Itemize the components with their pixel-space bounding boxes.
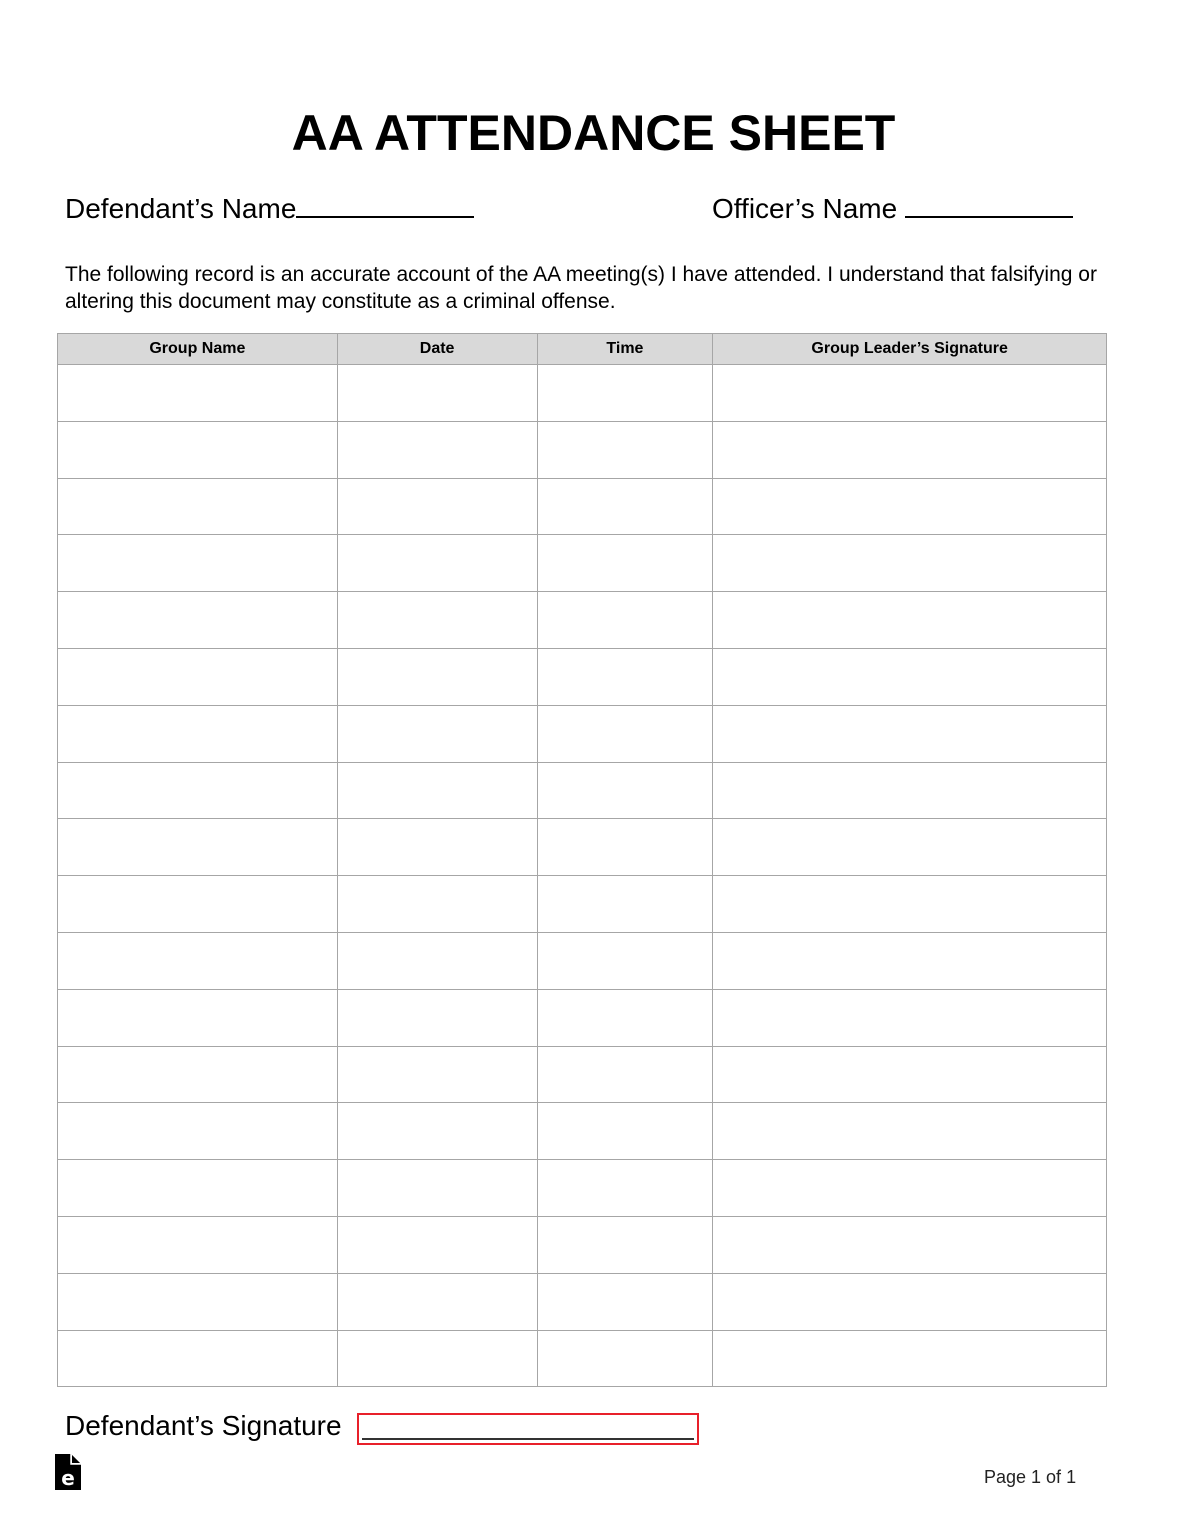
table-row — [58, 932, 1107, 989]
group-name-cell[interactable] — [58, 365, 338, 422]
date-cell[interactable] — [337, 1216, 537, 1273]
date-cell[interactable] — [337, 421, 537, 478]
table-header-row — [58, 334, 1107, 365]
date-cell[interactable] — [337, 1103, 537, 1160]
leader-signature-cell[interactable] — [713, 535, 1107, 592]
date-cell[interactable] — [337, 478, 537, 535]
group-name-cell[interactable] — [58, 648, 338, 705]
signature-line — [362, 1438, 694, 1440]
date-cell[interactable] — [337, 1160, 537, 1217]
time-cell[interactable] — [537, 705, 713, 762]
table-row — [58, 1330, 1107, 1387]
table-row — [58, 819, 1107, 876]
group-name-cell[interactable] — [58, 1273, 338, 1330]
date-cell[interactable] — [337, 1273, 537, 1330]
leader-signature-cell[interactable] — [713, 365, 1107, 422]
svg-text:e: e — [61, 1466, 75, 1490]
time-cell[interactable] — [537, 535, 713, 592]
group-name-cell[interactable] — [58, 705, 338, 762]
table-row — [58, 478, 1107, 535]
leader-signature-cell[interactable] — [713, 819, 1107, 876]
time-cell[interactable] — [537, 876, 713, 933]
time-cell[interactable] — [537, 421, 713, 478]
time-cell[interactable] — [537, 648, 713, 705]
date-cell[interactable] — [337, 932, 537, 989]
group-name-cell[interactable] — [58, 421, 338, 478]
table-row — [58, 1046, 1107, 1103]
column-header-date: Date — [337, 334, 537, 365]
leader-signature-cell[interactable] — [713, 1273, 1107, 1330]
table-row — [58, 762, 1107, 819]
defendant-name-field — [65, 190, 474, 225]
time-cell[interactable] — [537, 762, 713, 819]
group-name-cell[interactable] — [58, 1330, 338, 1387]
table-row — [58, 1216, 1107, 1273]
leader-signature-cell[interactable] — [713, 876, 1107, 933]
table-row — [58, 535, 1107, 592]
leader-signature-cell[interactable] — [713, 762, 1107, 819]
column-header-leader-signature: Group Leader’s Signature — [713, 334, 1107, 365]
group-name-cell[interactable] — [58, 1216, 338, 1273]
page-number: Page 1 of 1 — [984, 1467, 1077, 1487]
date-cell[interactable] — [337, 989, 537, 1046]
defendant-signature-field[interactable] — [357, 1413, 699, 1445]
table-row — [58, 1273, 1107, 1330]
date-cell[interactable] — [337, 876, 537, 933]
time-cell[interactable] — [537, 1160, 713, 1217]
group-name-cell[interactable] — [58, 989, 338, 1046]
officer-name-input[interactable] — [905, 190, 1073, 218]
time-cell[interactable] — [537, 1216, 713, 1273]
date-cell[interactable] — [337, 819, 537, 876]
date-cell[interactable] — [337, 365, 537, 422]
table-row — [58, 421, 1107, 478]
table-row — [58, 989, 1107, 1046]
time-cell[interactable] — [537, 592, 713, 649]
time-cell[interactable] — [537, 819, 713, 876]
date-cell[interactable] — [337, 535, 537, 592]
leader-signature-cell[interactable] — [713, 1330, 1107, 1387]
attendance-table — [57, 333, 1107, 1387]
table-row — [58, 592, 1107, 649]
group-name-cell[interactable] — [58, 876, 338, 933]
column-header-group-name: Group Name — [58, 334, 338, 365]
time-cell[interactable] — [537, 478, 713, 535]
group-name-cell[interactable] — [58, 932, 338, 989]
time-cell[interactable] — [537, 1046, 713, 1103]
table-row — [58, 648, 1107, 705]
defendant-name-input[interactable] — [296, 190, 474, 218]
leader-signature-cell[interactable] — [713, 1103, 1107, 1160]
officer-name-field — [712, 190, 1073, 225]
document-e-icon — [55, 1454, 81, 1490]
time-cell[interactable] — [537, 1103, 713, 1160]
group-name-cell[interactable] — [58, 535, 338, 592]
page-title: AA ATTENDANCE SHEET — [291, 105, 896, 161]
group-name-cell[interactable] — [58, 762, 338, 819]
defendant-name-label: Defendant’s Name — [65, 193, 297, 224]
date-cell[interactable] — [337, 592, 537, 649]
date-cell[interactable] — [337, 1330, 537, 1387]
group-name-cell[interactable] — [58, 592, 338, 649]
leader-signature-cell[interactable] — [713, 421, 1107, 478]
table-row — [58, 705, 1107, 762]
leader-signature-cell[interactable] — [713, 989, 1107, 1046]
time-cell[interactable] — [537, 365, 713, 422]
officer-name-label: Officer’s Name — [712, 193, 898, 224]
date-cell[interactable] — [337, 705, 537, 762]
table-row — [58, 876, 1107, 933]
date-cell[interactable] — [337, 1046, 537, 1103]
table-row — [58, 1103, 1107, 1160]
group-name-cell[interactable] — [58, 1046, 338, 1103]
defendant-signature-label: Defendant’s Signature — [65, 1410, 342, 1441]
leader-signature-cell[interactable] — [713, 1046, 1107, 1103]
leader-signature-cell[interactable] — [713, 1216, 1107, 1273]
date-cell[interactable] — [337, 648, 537, 705]
time-cell[interactable] — [537, 989, 713, 1046]
leader-signature-cell[interactable] — [713, 932, 1107, 989]
date-cell[interactable] — [337, 762, 537, 819]
time-cell[interactable] — [537, 1330, 713, 1387]
group-name-cell[interactable] — [58, 478, 338, 535]
leader-signature-cell[interactable] — [713, 592, 1107, 649]
group-name-cell[interactable] — [58, 1103, 338, 1160]
time-cell[interactable] — [537, 932, 713, 989]
group-name-cell[interactable] — [58, 819, 338, 876]
leader-signature-cell[interactable] — [713, 705, 1107, 762]
table-row — [58, 1160, 1107, 1217]
leader-signature-cell[interactable] — [713, 648, 1107, 705]
leader-signature-cell[interactable] — [713, 1160, 1107, 1217]
group-name-cell[interactable] — [58, 1160, 338, 1217]
time-cell[interactable] — [537, 1273, 713, 1330]
table-row — [58, 365, 1107, 422]
leader-signature-cell[interactable] — [713, 478, 1107, 535]
attestation-text: The following record is an accurate account of the AA meeting(s) I have attended. I understand that falsifying or altering this document may constitute as a criminal offense. — [65, 263, 1097, 313]
column-header-time: Time — [537, 334, 713, 365]
